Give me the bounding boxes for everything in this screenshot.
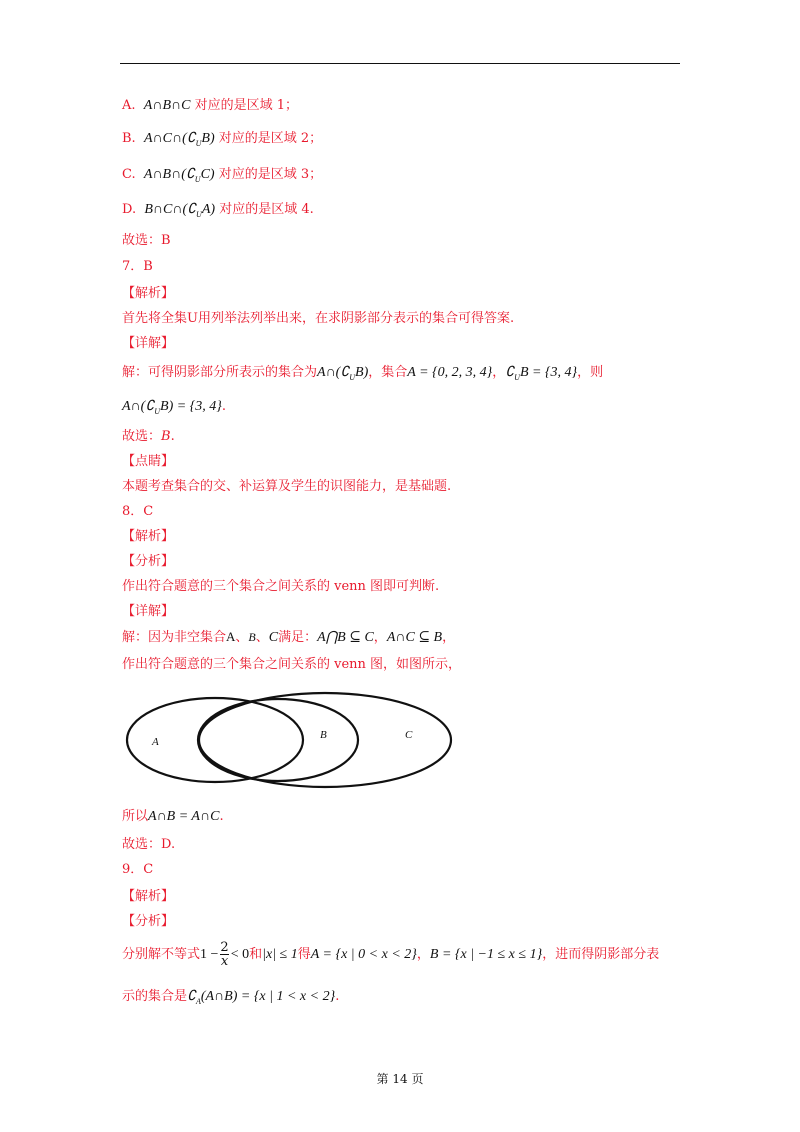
tag-jiexi-8: 【解析】 [122, 529, 175, 544]
option-d-label: D. [122, 202, 137, 217]
option-b-text: 对应的是区域 2； [218, 131, 323, 146]
option-a-text: 对应的是区域 1； [194, 98, 299, 113]
top-rule [120, 63, 680, 64]
option-c-text: 对应的是区域 3； [218, 167, 323, 182]
option-c-label: C. [122, 167, 136, 182]
tag-xiangjie-8: 【详解】 [122, 604, 175, 619]
solution-8-line2: 作出符合题意的三个集合之间关系的 venn 图，如图所示， [122, 657, 462, 672]
solution-9-line1: 分别解不等式1 − $\frac{2}{x}$ < 0和|x| ≤ 1得A = {x | 0 < x < 2}，B = {x | −1 ≤ x ≤ 1}，进而得阴影部分表 [122, 940, 660, 969]
tag-fenxi-9: 【分析】 [122, 914, 175, 929]
option-d-text: 对应的是区域 4. [219, 202, 314, 217]
fraction-2-over-x: $\frac{2}{x}$ [220, 940, 229, 969]
venn-label-a: A [152, 736, 159, 748]
solution-8-line1: 解：因为非空集合A、B、C满足：A⋂B ⊆ C，A∩C ⊆ B， [122, 629, 456, 645]
solution-7-line2: $A\cap(∁_UB) = \{3$, 4}. [122, 399, 227, 416]
solution-7-line1: 解：可得阴影部分所表示的集合为$A\cap(∁_UB)$，集合A = {0, 2, 3, 4}，$∁_UB = \{3$, 4}，则 [122, 365, 604, 382]
choice-7: 故选：B. [122, 429, 175, 444]
option-b-math: $A\cap C\cap(∁_UB)$ [143, 131, 215, 148]
option-b-label: B. [122, 131, 136, 146]
venn-label-c: C [405, 729, 413, 741]
question-9-answer: 9．C [122, 862, 154, 877]
option-b [122, 130, 322, 153]
analysis-8: 作出符合题意的三个集合之间关系的 venn 图即可判断. [122, 579, 440, 594]
option-c-math: $A\cap B\cap(∁_UC)$ [143, 167, 215, 184]
tag-dianjing-7: 【点睛】 [122, 454, 175, 469]
choice-8: 故选：D. [122, 837, 176, 852]
page-number: 第 14 页 [376, 1072, 424, 1086]
option-d-math: $B\cap C\cap(∁_UA)$ [144, 202, 216, 219]
conclusion-8: 所以A∩B = A∩C. [122, 809, 224, 824]
question-8-answer: 8．C [122, 504, 154, 519]
option-a [122, 97, 298, 115]
option-a-math: A∩B∩C [143, 98, 191, 113]
comment-7: 本题考查集合的交、补运算及学生的识图能力，是基础题. [122, 479, 452, 494]
venn-label-b: B [320, 729, 327, 741]
tag-jiexi-7: 【解析】 [122, 286, 175, 301]
choice-6: 故选：B [122, 233, 171, 248]
option-c [122, 166, 322, 189]
analysis-7: 首先将全集U用列举法列举出来，在求阴影部分表示的集合可得答案. [122, 311, 515, 326]
tag-xiangjie-7: 【详解】 [122, 336, 175, 351]
tag-fenxi-8: 【分析】 [122, 554, 175, 569]
question-7-answer: 7．B [122, 259, 153, 274]
tag-jiexi-9: 【解析】 [122, 889, 175, 904]
option-d [122, 201, 314, 224]
option-a-label: A. [122, 98, 136, 113]
solution-9-line2: 示的集合是$∁_A(A\cap B) = \{x$ | 1 < x < 2}. [122, 989, 340, 1006]
venn-diagram [120, 690, 460, 790]
